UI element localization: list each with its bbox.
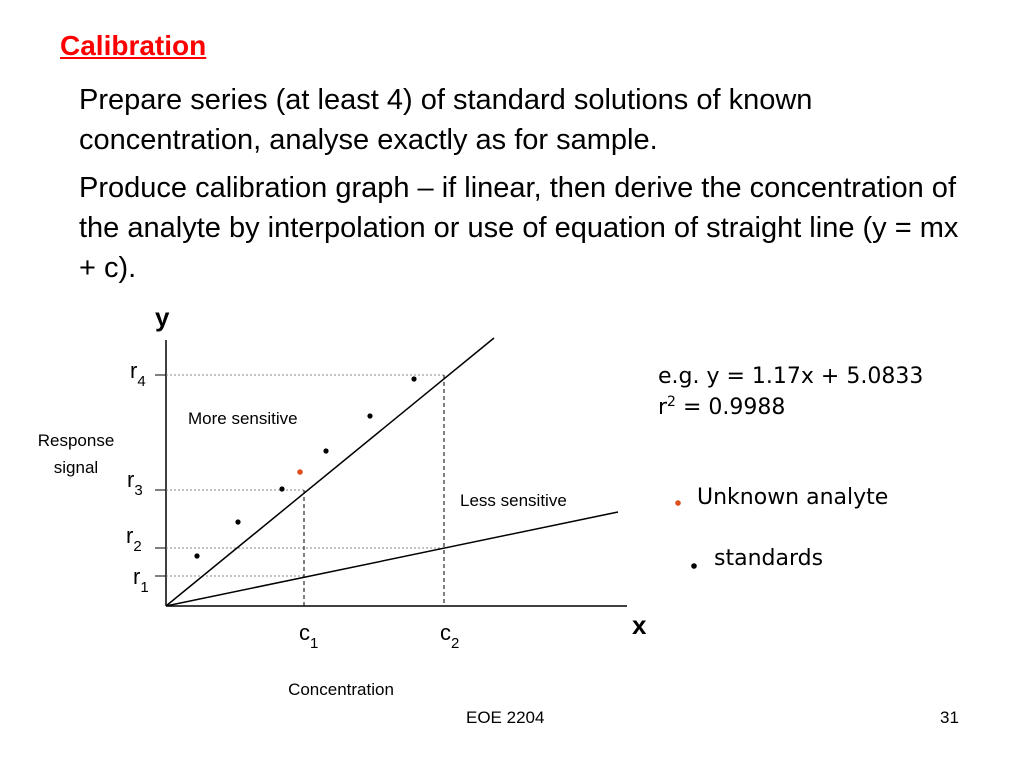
x-axis-label: x xyxy=(632,610,647,640)
paragraph-produce: Produce calibration graph – if linear, then derive the concentration of the analyte by interpolation or use of equation of straight line (y = mx + c). xyxy=(79,172,959,284)
standard-point xyxy=(323,448,328,453)
equation-text: e.g. y = 1.17x + 5.0833 xyxy=(658,364,924,389)
slide-title: Calibration xyxy=(60,30,207,61)
response-label-line2: signal xyxy=(53,458,99,477)
r3-label: $r_3$ xyxy=(127,467,143,499)
more-sensitive-line xyxy=(166,338,494,606)
r4-label: $r_4$ xyxy=(130,358,146,390)
unknown-analyte-point xyxy=(297,469,303,475)
footer-course: EOE 2204 xyxy=(466,708,545,727)
c1-label: $c_1$ xyxy=(299,620,319,652)
legend-unknown-label: Unknown analyte xyxy=(697,485,889,510)
standard-point xyxy=(367,413,372,418)
standard-point xyxy=(279,486,284,491)
paragraph-prepare: Prepare series (at least 4) of standard solutions of known concentration, analyse exactly as for sample. xyxy=(79,84,813,156)
standard-point xyxy=(235,519,240,524)
legend-standards-marker xyxy=(691,563,697,569)
less-sensitive-line xyxy=(166,512,618,606)
more-sensitive-label: More sensitive xyxy=(188,409,298,428)
response-label-line1: Response xyxy=(37,431,115,450)
concentration-label: Concentration xyxy=(288,680,394,699)
standard-point xyxy=(411,376,416,381)
c2-label: $c_2$ xyxy=(440,620,460,652)
standard-point xyxy=(194,553,199,558)
page-number: 31 xyxy=(940,708,959,727)
y-axis-label: y xyxy=(155,302,170,332)
less-sensitive-label: Less sensitive xyxy=(460,491,567,510)
legend-standards-label: standards xyxy=(714,546,824,571)
legend-unknown-marker xyxy=(675,500,681,506)
r1-label: $r_1$ xyxy=(133,564,149,596)
r-squared-text: $r^2 = 0.9988$ xyxy=(658,394,786,420)
r2-label: $r_2$ xyxy=(126,523,142,555)
